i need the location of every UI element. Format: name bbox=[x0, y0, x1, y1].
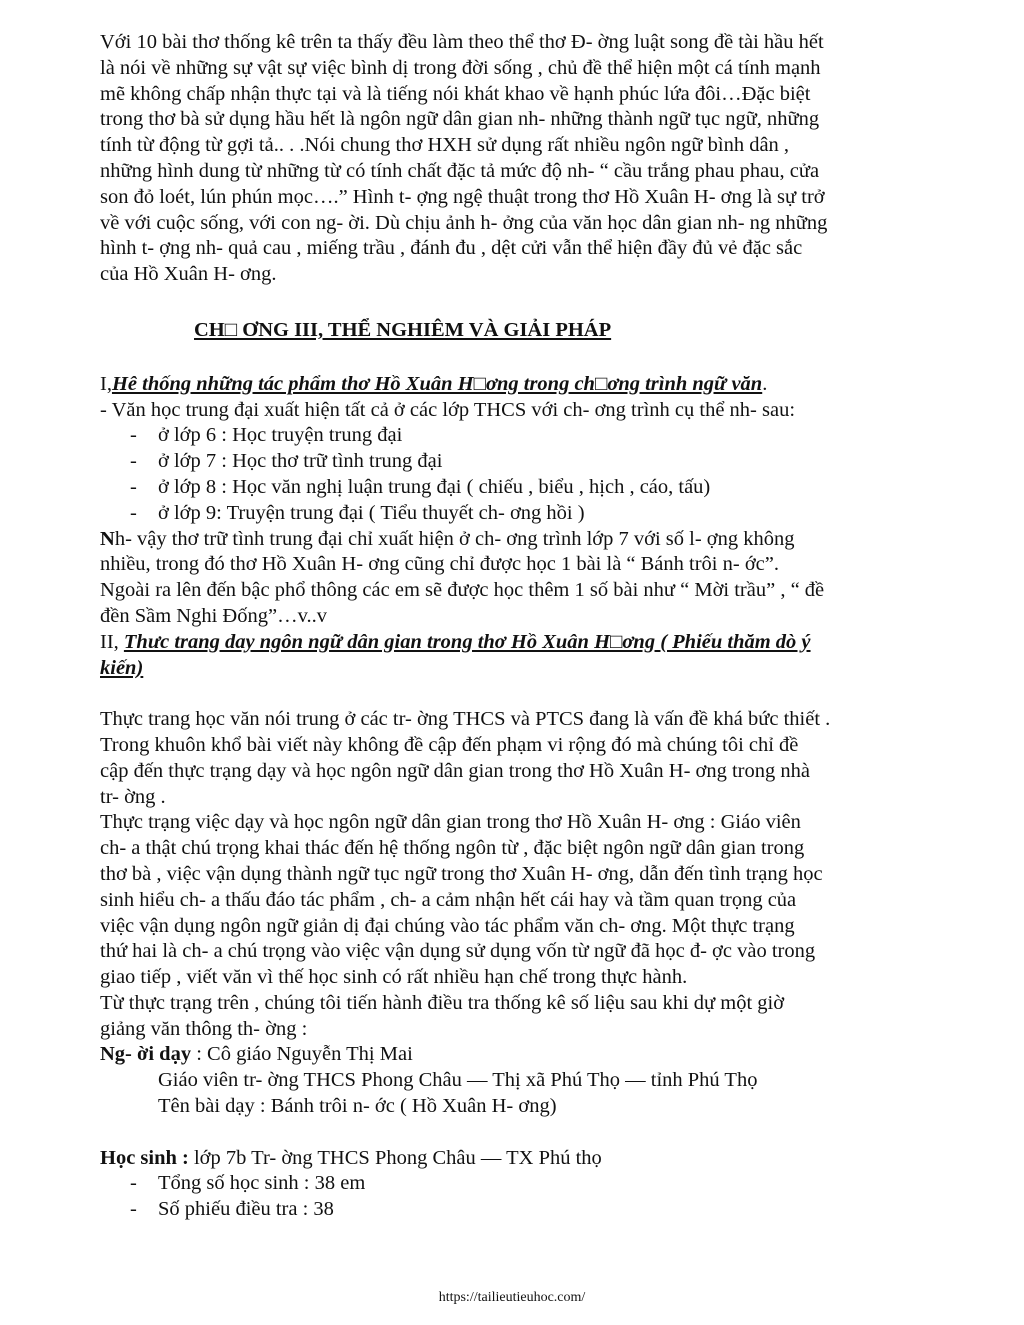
list-item: - Số phiếu điều tra : 38 bbox=[100, 1197, 940, 1223]
text-line: tr- ờng . bbox=[100, 785, 166, 808]
intro-paragraph bbox=[100, 30, 940, 288]
text-line: Với 10 bài thơ thống kê trên ta thấy đều làm theo thể thơ Đ- ờng luật song đề tài hầu hết bbox=[100, 31, 824, 53]
list-item: - ở lớp 7 : Học thơ trữ tình trung đại bbox=[100, 449, 940, 475]
section-2-heading-cont bbox=[100, 656, 940, 682]
section-2-heading bbox=[100, 630, 940, 656]
text-line: về với cuộc sống, với con ng- ời. Dù chịu ảnh h- ởng của văn học dân gian nh- ng những bbox=[100, 211, 828, 234]
section-1-heading bbox=[100, 372, 940, 398]
section-1-prefix: I, bbox=[100, 372, 112, 395]
text-line: những hình dung từ những từ có tính chất đặc tả mức độ nh- “ cầu trắng phau phau, cửa bbox=[100, 159, 820, 182]
text-line: mẽ không chấp nhận thực tại và là tiếng nói khát khao về hạnh phúc lứa đôi…Đặc biệt bbox=[100, 82, 811, 105]
text-line: cập đến thực trạng dạy và học ngôn ngữ dân gian trong thơ Hồ Xuân H- ơng trong nhà bbox=[100, 759, 810, 782]
text-line: thứ hai là ch- a chú trọng vào việc vận dụng sử dụng vốn từ ngữ đã học đ- ợc vào trong bbox=[100, 940, 816, 963]
list-item: - Tổng số học sinh : 38 em bbox=[100, 1171, 940, 1197]
section-2-title: Thưc trang day ngôn ngữ dân gian trong thơ Hồ Xuân H□ơng ( Phiếu thăm dò ý bbox=[123, 630, 811, 653]
text-line: Ngoài ra lên đến bậc phổ thông các em sẽ được học thêm 1 số bài như “ Mời trầu” , “ đề bbox=[100, 579, 825, 602]
list-item: - ở lớp 9: Truyện trung đại ( Tiểu thuyết ch- ơng hồi ) bbox=[100, 501, 940, 527]
text-line: ch- a thật chú trọng khai thác đến hệ thống ngôn từ , đặc biệt ngôn ngữ dân gian trong bbox=[100, 837, 805, 860]
text-line: giảng văn thông th- ờng : bbox=[100, 1017, 308, 1040]
text-line: trong thơ bà sử dụng hầu hết là ngôn ngữ dân gian nh- những thành ngữ tục ngữ, những bbox=[100, 108, 820, 131]
footer-url: https://tailieutieuhoc.com/ bbox=[438, 1290, 586, 1305]
text-line: giao tiếp , viết văn vì thế học sinh có rất nhiều hạn chế trong thực hành. bbox=[100, 966, 688, 989]
section-1-lead: - Văn học trung đại xuất hiện tất cả ở các lớp THCS với ch- ơng trình cụ thể nh- sau: bbox=[100, 398, 796, 421]
teacher-line bbox=[100, 1042, 940, 1068]
list-item: - ở lớp 8 : Học văn nghị luận trung đại ( chiếu , biểu , hịch , cáo, tấu) bbox=[100, 475, 940, 501]
text-line: Trong khuôn khổ bài viết này không đề cập đến phạm vi rộng đó mà chúng tôi chỉ đề bbox=[100, 733, 799, 756]
students-value: lớp 7b Tr- ờng THCS Phong Châu — TX Phú thọ bbox=[188, 1146, 602, 1169]
spacer bbox=[100, 681, 940, 707]
spacer bbox=[100, 1120, 940, 1146]
section-2-prefix: II, bbox=[100, 630, 124, 653]
chapter-heading: CH□ ƠNG III, THỂ NGHIÊM VÀ GIẢI PHÁP bbox=[194, 318, 612, 341]
text-line: sinh hiểu ch- a thấu đáo tác phẩm , ch- a cảm nhận hết cái hay và tầm quan trọng của bbox=[100, 888, 797, 911]
text-line: đền Sầm Nghi Đống”…v..v bbox=[100, 604, 327, 627]
text-span: h- vậy thơ trữ tình trung đại chỉ xuất hiện ở ch- ơng trình lớp 7 với số l- ợng không bbox=[114, 527, 795, 550]
student-stats-list bbox=[100, 1171, 940, 1223]
section-2-title-cont: kiến) bbox=[100, 656, 144, 679]
text-line: của Hồ Xuân H- ơng. bbox=[100, 263, 277, 286]
students-label: Học sinh : bbox=[100, 1146, 189, 1169]
text-line: là nói về những sự vật sự việc bình dị trong đời sống , chủ đề thể hiện một cá tính mạnh bbox=[100, 56, 821, 79]
drop-letter: N bbox=[100, 527, 115, 550]
text-line: tính từ động từ gợi tả.. . .Nói chung thơ HXH sử dụng rất nhiều ngôn ngữ bình dân , bbox=[100, 134, 790, 157]
text-line: việc vận dụng ngôn ngữ giản dị đại chúng vào tác phẩm văn ch- ơng. Một thực trạng bbox=[100, 914, 795, 937]
students-line bbox=[100, 1146, 940, 1172]
list-item: - ở lớp 6 : Học truyện trung đại bbox=[100, 423, 940, 449]
text-line: son đỏ loét, lún phún mọc….” Hình t- ợng ngệ thuật trong thơ Hồ Xuân H- ơng là sự trở bbox=[100, 185, 825, 208]
text-line: Từ thực trạng trên , chúng tôi tiến hành điều tra thống kê số liệu sau khi dự một giờ bbox=[100, 991, 785, 1014]
text-line: hình t- ợng nh- quả cau , miếng trầu , đánh đu , dệt cửi vẫn thể hiện đầy đủ vẻ đặc sắc bbox=[100, 237, 803, 260]
document-page bbox=[100, 30, 940, 1223]
section-1-title: Hê thống những tác phẩm thơ Hồ Xuân H□ơng trong ch□ơng trình ngữ văn bbox=[111, 372, 763, 395]
lesson-title: Tên bài dạy : Bánh trôi n- ớc ( Hồ Xuân H- ơng) bbox=[158, 1095, 557, 1118]
teacher-label: Ng- ời dạy bbox=[100, 1043, 192, 1066]
teacher-value: : Cô giáo Nguyễn Thị Mai bbox=[191, 1043, 413, 1066]
text-line bbox=[100, 527, 940, 553]
text-line: Thực trạng việc dạy và học ngôn ngữ dân gian trong thơ Hồ Xuân H- ơng : Giáo viên bbox=[100, 811, 801, 834]
teacher-school: Giáo viên tr- ờng THCS Phong Châu — Thị xã Phú Thọ — tỉnh Phú Thọ bbox=[158, 1069, 758, 1092]
section-1-suffix: . bbox=[762, 372, 768, 395]
text-line: thơ bà , việc vận dụng thành ngữ tục ngữ trong thơ Xuân H- ơng, dẫn đến tình trạng học bbox=[100, 862, 823, 885]
grade-list bbox=[100, 423, 940, 526]
text-line: Thực trang học văn nói trung ở các tr- ờng THCS và PTCS đang là vấn đề khá bức thiết . bbox=[100, 708, 831, 731]
text-line: nhiều, trong đó thơ Hồ Xuân H- ơng cũng chỉ được học 1 bài là “ Bánh trôi n- ớc”. bbox=[100, 553, 779, 576]
